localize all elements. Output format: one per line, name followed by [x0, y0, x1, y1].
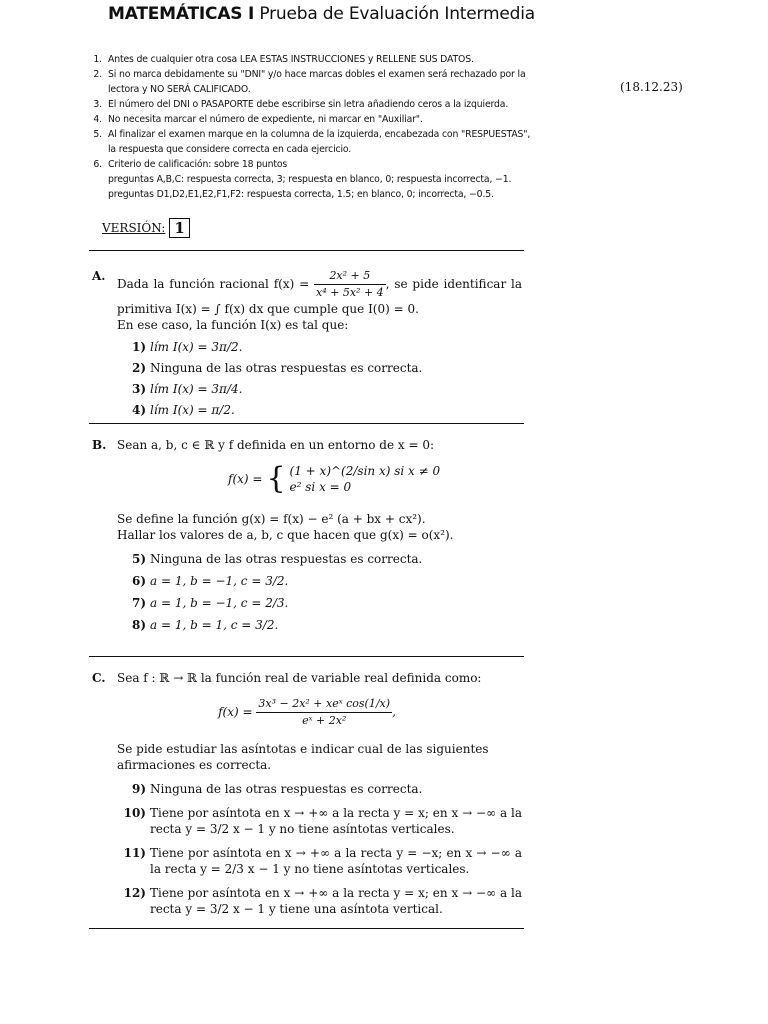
instruction-item [82, 67, 532, 97]
option-number: 10) [123, 806, 146, 820]
option-number: 5) [131, 552, 146, 566]
instruction-number: 4. [93, 114, 102, 125]
question-b [92, 437, 522, 633]
instruction-item [82, 52, 532, 67]
instruction-item [82, 157, 532, 172]
answer-option [96, 781, 522, 797]
question-text: Sean a, b, c ∈ ℝ y f definida en un entorno de x = 0: [117, 438, 435, 452]
divider [89, 423, 524, 424]
question-text: , se pide identificar la primitiva I(x) = ∫ f(x) dx que cumple que I(0) = 0. [117, 277, 522, 316]
answer-option [96, 845, 522, 877]
option-text: Ninguna de las otras respuestas es correcta. [150, 782, 423, 796]
answer-option [96, 595, 522, 611]
instruction-text: Al finalizar el examen marque en la columna de la izquierda, encabezada con "RESPUESTAS", la respuesta que considere correcta en cada ejercicio. [108, 129, 531, 155]
instruction-item [82, 97, 532, 112]
denominator: eˣ + 2x² [302, 714, 347, 727]
answer-option [96, 885, 522, 917]
question-letter: A. [92, 269, 106, 283]
criteria-text: preguntas A,B,C: respuesta correcta, 3; respuesta en blanco, 0; respuesta incorrecta, −1. [108, 174, 512, 185]
answer-option [96, 551, 522, 567]
question-letter: C. [92, 671, 106, 685]
instruction-text: Si no marca debidamente su "DNI" y/o hace marcas dobles el examen será rechazado por la lectora y NO SERÁ CALIFICADO. [108, 69, 526, 95]
formula-case: e² si x = 0 [289, 480, 352, 494]
question-c [92, 670, 522, 917]
answer-option [96, 617, 522, 633]
question-letter: B. [92, 438, 107, 452]
numerator: 2x² + 5 [314, 268, 386, 285]
option-number: 4) [131, 403, 146, 417]
option-text: Ninguna de las otras respuestas es correcta. [150, 361, 423, 375]
piecewise-formula: f(x) = { (1 + x)^(2/sin x) si x ≠ 0 e² si x = 0 [228, 461, 441, 496]
answer-option [96, 805, 522, 837]
option-text: a = 1, b = 1, c = 3/2. [150, 618, 279, 632]
instruction-text: No necesita marcar el número de expediente, ni marcar en "Auxiliar". [108, 114, 423, 125]
fraction [314, 268, 386, 301]
option-text: lím I(x) = π/2. [150, 403, 235, 417]
option-text: Tiene por asíntota en x → +∞ a la recta y = x; en x → −∞ a la recta y = 3/2 x − 1 y tiene una asíntota vertical. [150, 886, 522, 916]
option-text: lím I(x) = 3π/2. [150, 340, 243, 354]
option-number: 7) [131, 596, 146, 610]
question-text: En ese caso, la función I(x) es tal que: [117, 318, 349, 332]
instruction-text: Antes de cualquier otra cosa LEA ESTAS INSTRUCCIONES y RELLENE SUS DATOS. [108, 54, 474, 65]
question-text: Dada la función racional f(x) = [117, 277, 310, 291]
instruction-number: 6. [93, 159, 102, 170]
title-rest: Prueba de Evaluación Intermedia [254, 4, 535, 24]
answer-option [96, 573, 522, 589]
answer-option [96, 402, 522, 418]
option-text: Tiene por asíntota en x → +∞ a la recta y = −x; en x → −∞ a la recta y = 2/3 x − 1 y no tiene asíntotas verticales. [150, 846, 522, 876]
title-subject: MATEMÁTICAS I [108, 4, 255, 24]
option-number: 8) [131, 618, 146, 632]
instructions-list [82, 52, 532, 202]
instruction-number: 1. [93, 54, 102, 65]
option-number: 1) [131, 340, 146, 354]
instruction-number: 5. [93, 129, 102, 140]
instruction-number: 2. [93, 69, 102, 80]
instruction-text: Criterio de calificación: sobre 18 puntos [108, 159, 288, 170]
instruction-item [82, 127, 532, 157]
divider [89, 656, 524, 657]
option-number: 12) [123, 886, 146, 900]
instruction-text: El número del DNI o PASAPORTE debe escribirse sin letra añadiendo ceros a la izquierda. [108, 99, 509, 110]
formula-case: (1 + x)^(2/sin x) si x ≠ 0 [289, 464, 441, 478]
numerator: 3x³ − 2x² + xeˣ cos(1/x) [256, 696, 392, 713]
option-text: lím I(x) = 3π/4. [150, 382, 243, 396]
function-formula: f(x) = $\frac{\text{3x³ − 2x² + xeˣ cos(1/x)}}{\text{eˣ + 2x²}}$ , [218, 697, 396, 727]
option-text: Tiene por asíntota en x → +∞ a la recta y = x; en x → −∞ a la recta y = 3/2 x − 1 y no tiene asíntotas verticales. [150, 806, 522, 836]
option-text: Ninguna de las otras respuestas es correcta. [150, 552, 423, 566]
question-text: Se pide estudiar las asíntotas e indicar cual de las siguientes afirmaciones es correcta. [117, 742, 489, 772]
criteria-line [82, 187, 532, 202]
option-number: 9) [131, 782, 146, 796]
answer-option [96, 360, 522, 376]
fraction [256, 696, 392, 729]
question-text: Se define la función g(x) = f(x) − e² (a + bx + cx²). [117, 512, 426, 526]
question-text: Sea f : ℝ → ℝ la función real de variable real definida como: [117, 671, 482, 685]
exam-date: (18.12.23) [620, 80, 683, 94]
option-text: a = 1, b = −1, c = 3/2. [150, 574, 289, 588]
instruction-item [82, 112, 532, 127]
version-label: VERSIÓN: [102, 221, 166, 235]
answer-option [96, 339, 522, 355]
version-number: 1 [169, 218, 189, 238]
version-field [102, 218, 190, 238]
instruction-number: 3. [93, 99, 102, 110]
option-number: 11) [123, 846, 146, 860]
option-number: 3) [131, 382, 146, 396]
denominator: x⁴ + 5x² + 4 [316, 286, 384, 299]
criteria-line [82, 172, 532, 187]
question-a [92, 268, 522, 418]
divider [89, 928, 524, 929]
answer-option [96, 381, 522, 397]
divider [89, 250, 524, 251]
criteria-text: preguntas D1,D2,E1,E2,F1,F2: respuesta correcta, 1.5; en blanco, 0; incorrecta, −0.5. [108, 189, 494, 200]
option-number: 6) [131, 574, 146, 588]
option-number: 2) [131, 361, 146, 375]
question-text: Hallar los valores de a, b, c que hacen que g(x) = o(x²). [117, 528, 454, 542]
option-text: a = 1, b = −1, c = 2/3. [150, 596, 289, 610]
page-title [108, 4, 535, 24]
